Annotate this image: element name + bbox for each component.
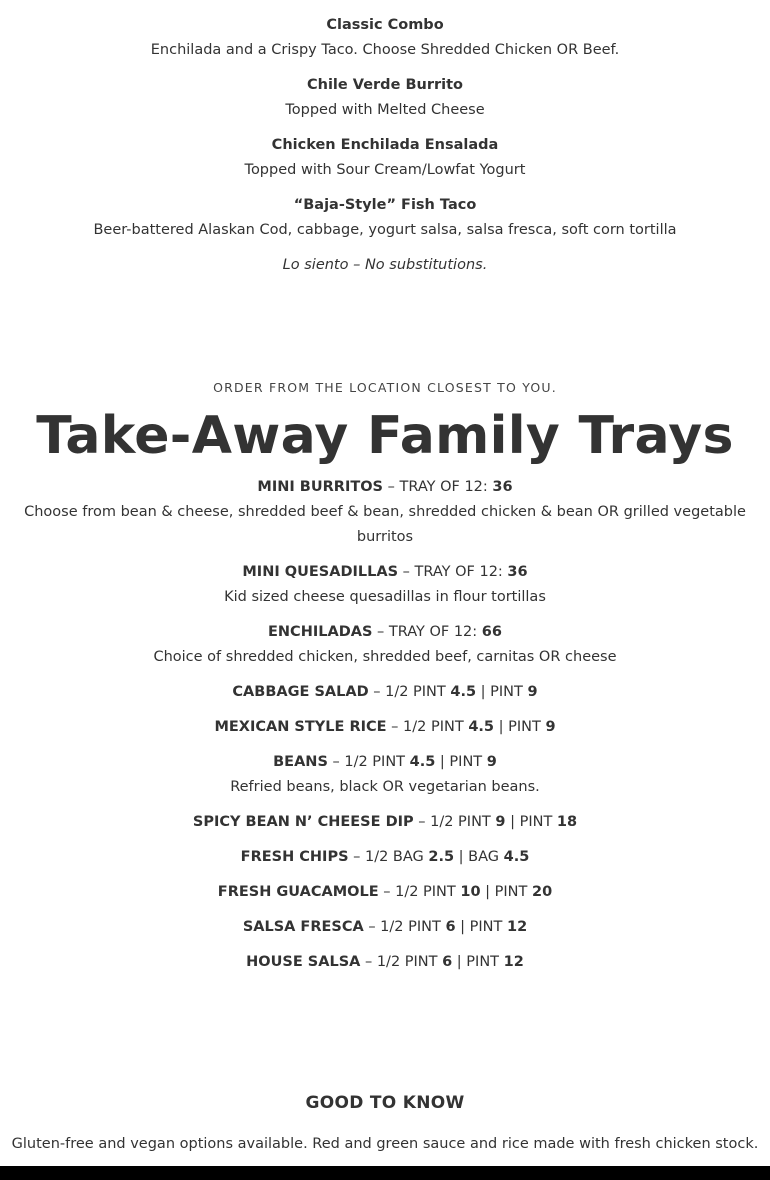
menu-item — [0, 13, 770, 63]
tray-item-size: – 1/2 PINT — [413, 814, 496, 830]
section-kicker: ORDER FROM THE LOCATION CLOSEST TO YOU. — [213, 380, 557, 395]
tray-item-name: SPICY BEAN N’ CHEESE DIP — [192, 814, 414, 830]
menu-item-name: “Baja-Style” Fish Taco — [293, 197, 477, 213]
tray-item-size: – 1/2 PINT — [360, 954, 443, 970]
tray-item-size: | PINT — [452, 954, 504, 970]
tray-item-desc: Choose from bean & cheese, shredded beef & bean, shredded chicken & bean OR grilled vegetable burritos — [24, 504, 746, 545]
tray-item-price: 66 — [481, 624, 502, 640]
tray-item-price: 12 — [503, 954, 524, 970]
good-to-know-text: Gluten-free and vegan options available. Red and green sauce and rice made with fresh chicken stock. — [11, 1136, 759, 1152]
tray-item-line — [0, 950, 770, 975]
menu-item-desc: Topped with Sour Cream/Lowfat Yogurt — [244, 162, 526, 178]
tray-item-price: 9 — [495, 814, 506, 830]
tray-item-price: 4.5 — [409, 754, 436, 770]
tray-item — [0, 915, 770, 940]
tray-item-line — [0, 845, 770, 870]
menu-item-desc: Topped with Melted Cheese — [285, 102, 485, 118]
menu-item-desc: Beer-battered Alaskan Cod, cabbage, yogurt salsa, salsa fresca, soft corn tortilla — [93, 222, 677, 238]
menu-item — [0, 73, 770, 123]
tray-item-size: – 1/2 PINT — [368, 684, 451, 700]
tray-item — [0, 845, 770, 870]
tray-item-size: | PINT — [476, 684, 528, 700]
tray-item-size: | PINT — [435, 754, 487, 770]
section-title: Take-Away Family Trays — [36, 406, 734, 466]
tray-item — [0, 620, 770, 670]
tray-item — [0, 880, 770, 905]
menu-item-name: Chile Verde Burrito — [306, 77, 463, 93]
tray-item-name: FRESH GUACAMOLE — [217, 884, 379, 900]
tray-item-size: – TRAY OF 12: — [398, 564, 508, 580]
bottom-bar — [0, 1166, 770, 1180]
menu-item — [0, 133, 770, 183]
good-to-know-title: GOOD TO KNOW — [305, 1093, 465, 1113]
tray-item — [0, 680, 770, 705]
tray-item-name: MEXICAN STYLE RICE — [214, 719, 387, 735]
tray-item-name: ENCHILADAS — [268, 624, 373, 640]
tray-item-name: SALSA FRESCA — [242, 919, 364, 935]
no-substitutions-note: Lo siento – No substitutions. — [282, 257, 488, 273]
tray-item-size: – 1/2 PINT — [363, 919, 446, 935]
tray-item-desc: Choice of shredded chicken, shredded beef, carnitas OR cheese — [153, 649, 617, 665]
tray-item-price: 2.5 — [428, 849, 455, 865]
tray-item-size: | PINT — [494, 719, 546, 735]
menu-item — [0, 193, 770, 243]
tray-item-size: – 1/2 PINT — [327, 754, 410, 770]
menu-item-name: Chicken Enchilada Ensalada — [271, 137, 499, 153]
tray-item-price: 10 — [460, 884, 481, 900]
tray-item-line — [0, 475, 770, 500]
tray-item — [0, 750, 770, 800]
tray-item — [0, 950, 770, 975]
tray-item-price: 4.5 — [503, 849, 530, 865]
tray-item-size: – 1/2 PINT — [378, 884, 461, 900]
tray-item-price: 4.5 — [450, 684, 477, 700]
tray-item — [0, 475, 770, 550]
tray-item-line — [0, 560, 770, 585]
tray-item-name: MINI QUESADILLAS — [242, 564, 399, 580]
tray-item-name: MINI BURRITOS — [257, 479, 384, 495]
tray-item-price: 36 — [507, 564, 528, 580]
tray-item-name: BEANS — [273, 754, 328, 770]
tray-item-price: 20 — [532, 884, 553, 900]
tray-item-name: FRESH CHIPS — [240, 849, 349, 865]
menu-item-name: Classic Combo — [326, 17, 444, 33]
tray-item-price: 9 — [486, 754, 497, 770]
tray-item-size: | PINT — [505, 814, 557, 830]
tray-item-line — [0, 680, 770, 705]
tray-item-price: 6 — [442, 954, 453, 970]
tray-item-desc: Kid sized cheese quesadillas in flour tortillas — [224, 589, 546, 605]
tray-item-name: CABBAGE SALAD — [232, 684, 369, 700]
good-to-know-section — [0, 1090, 770, 1157]
family-trays-section — [0, 377, 770, 985]
tray-item-price: 4.5 — [468, 719, 494, 735]
tray-item-size: – 1/2 PINT — [386, 719, 469, 735]
tray-item-price: 36 — [492, 479, 513, 495]
tray-item-line — [0, 620, 770, 645]
tray-item — [0, 715, 770, 740]
menu-top-section — [0, 13, 770, 278]
tray-item-size: | BAG — [454, 849, 504, 865]
tray-item-size: | PINT — [455, 919, 507, 935]
tray-item-line — [0, 715, 770, 740]
tray-item-price: 9 — [545, 719, 556, 735]
tray-item-price: 12 — [507, 919, 528, 935]
tray-item-line — [0, 915, 770, 940]
tray-item-price: 9 — [527, 684, 538, 700]
tray-item — [0, 560, 770, 610]
tray-item-name: HOUSE SALSA — [246, 954, 361, 970]
tray-item-line — [0, 750, 770, 775]
tray-item — [0, 810, 770, 835]
tray-item-size: – TRAY OF 12: — [383, 479, 493, 495]
tray-item-desc: Refried beans, black OR vegetarian beans. — [230, 779, 540, 795]
tray-item-size: – 1/2 BAG — [348, 849, 429, 865]
menu-item-desc: Enchilada and a Crispy Taco. Choose Shredded Chicken OR Beef. — [150, 42, 620, 58]
tray-item-size: | PINT — [480, 884, 532, 900]
tray-item-line — [0, 810, 770, 835]
tray-item-line — [0, 880, 770, 905]
tray-item-size: – TRAY OF 12: — [372, 624, 482, 640]
tray-item-price: 18 — [556, 814, 578, 830]
tray-list — [0, 475, 770, 975]
tray-item-price: 6 — [445, 919, 456, 935]
